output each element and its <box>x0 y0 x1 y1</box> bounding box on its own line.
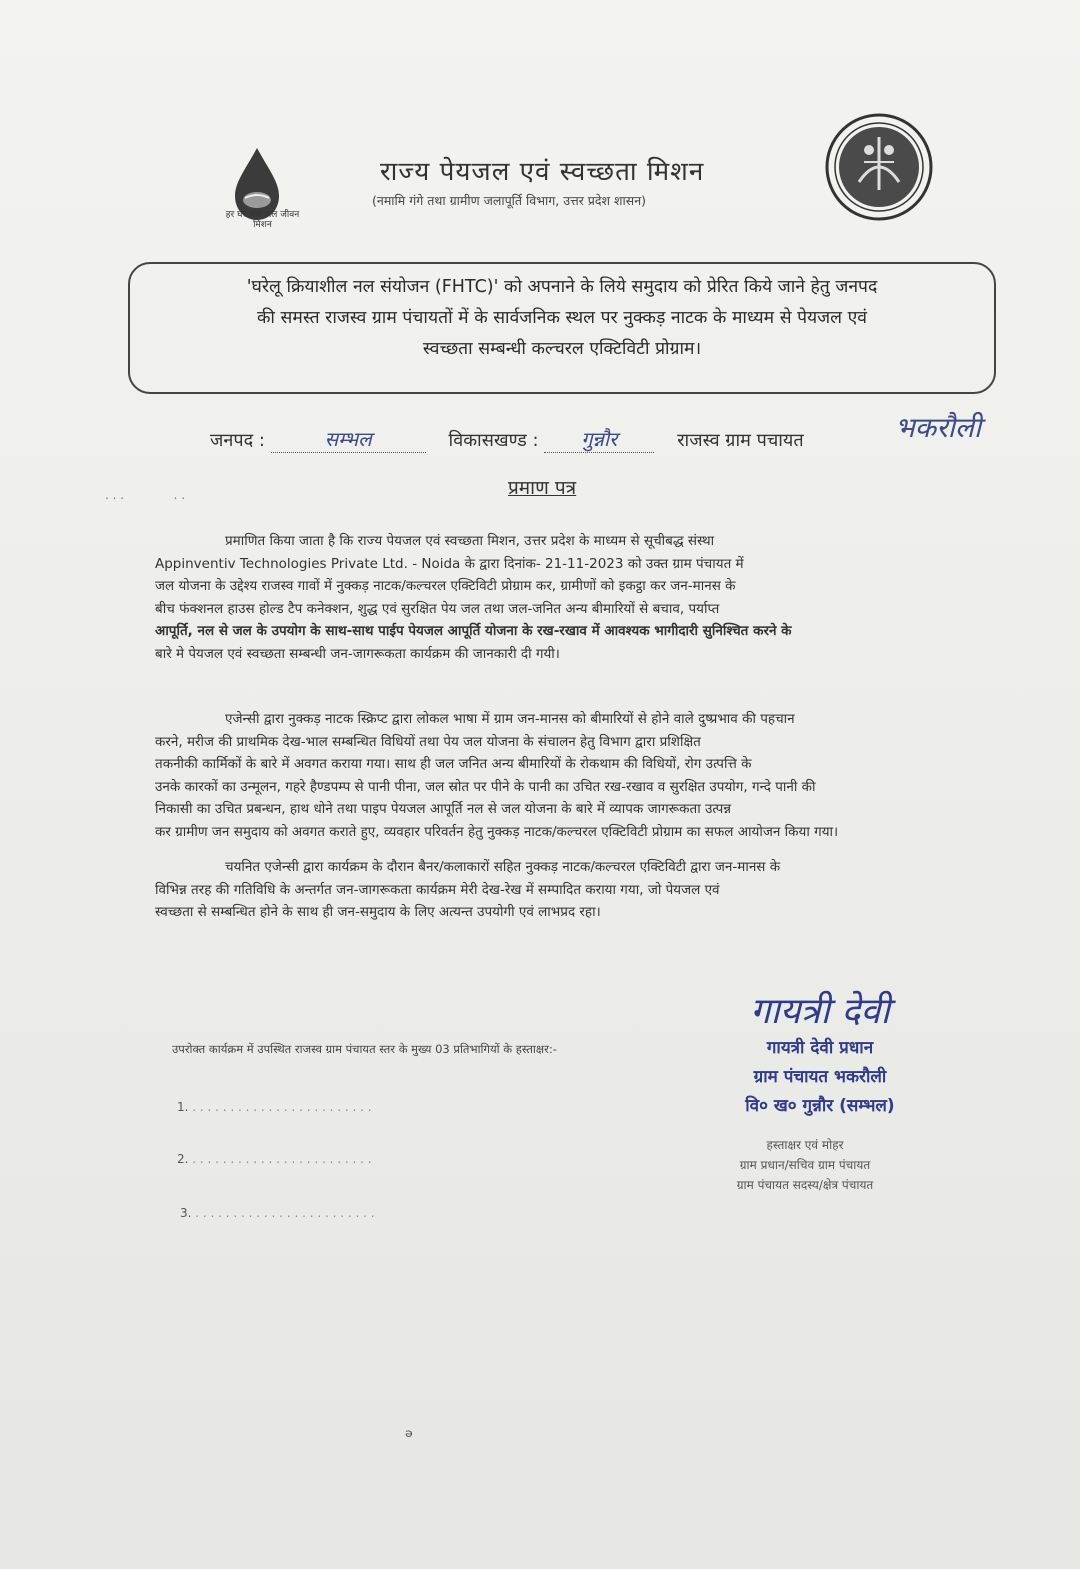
subject-box <box>128 262 996 394</box>
attendance-note: उपरोक्त कार्यक्रम में उपस्थित राजस्व ग्राम पंचायत स्तर के मुख्य 03 प्रतिभागियों के हस्ताक्षर:- <box>172 1042 557 1056</box>
caption-line-2: ग्राम प्रधान/सचिव ग्राम पंचायत <box>739 1158 871 1172</box>
caption-line-3: ग्राम पंचायत सदस्य/क्षेत्र पंचायत <box>736 1178 874 1192</box>
p1-line: प्रमाणित किया जाता है कि राज्य पेयजल एवं स्वच्छता मिशन, उत्तर प्रदेश के माध्यम से सूचीबद्ध संस्था <box>225 533 715 549</box>
p3-line: विभिन्न तरह की गतिविधि के अन्तर्गत जन-जागरूकता कार्यक्रम मेरी देख-रेख में सम्पादित कराया गया, जो पेयजल एवं <box>155 881 720 898</box>
district-label: जनपद : <box>210 430 265 451</box>
participant-signature-line-3: 3. . . . . . . . . . . . . . . . . . . . . . . . . <box>180 1206 375 1220</box>
certificate-paragraph-3 <box>155 856 1000 924</box>
certificate-paragraph-1 <box>155 530 1000 665</box>
p2-line: निकासी का उचित प्रबन्धन, हाथ धोने तथा पाइप पेयजल आपूर्ति नल से जल योजना के बारे में व्यापक जागरूकता उत्पन्न <box>155 801 732 817</box>
p1-line: Appinventiv Technologies Private Ltd. - Noida के द्वारा दिनांक- 21-11-2023 को उक्त ग्राम पंचायत में <box>155 555 744 572</box>
p2-line: तकनीकी कार्मिकों के बारे में अवगत कराया गया। साथ ही जल जनित अन्य बीमारियों के रोकथाम की विधियों, रोग उत्पत्ति के <box>155 756 752 772</box>
panchayat-value: भकरौली <box>895 411 982 444</box>
caption-line-1: हस्ताक्षर एवं मोहर <box>766 1138 844 1152</box>
participant-signature-line-1: 1. . . . . . . . . . . . . . . . . . . . . . . . . <box>177 1100 372 1114</box>
signature-caption <box>690 1135 920 1195</box>
p2-line: कर ग्रामीण जन समुदाय को अवगत कराते हुए, व्यवहार परिवर्तन हेतु नुक्कड़ नाटक/कल्चरल एक्टिविटी प्रोग्राम का सफल आयोजन किया गया। <box>155 823 839 840</box>
subject-line-1: 'घरेलू क्रियाशील नल संयोजन (FHTC)' को अपनाने के लिये समुदाय को प्रेरित किये जाने हेतु जनपद <box>246 277 878 297</box>
p2-line: उनके कारकों का उन्मूलन, गहरे हैण्डपम्प से पानी पीना, जल स्रोत पर पीने के पानी का उचित रख-रखाव व सुरक्षित उपयोग, गन्दे पानी की <box>155 778 816 795</box>
participant-signature-line-2: 2. . . . . . . . . . . . . . . . . . . . . . . . . <box>177 1152 372 1166</box>
location-row <box>210 425 804 453</box>
p2-line: एजेन्सी द्वारा नुक्कड़ नाटक स्क्रिप्ट द्वारा लोकल भाषा में ग्राम जन-मानस को बीमारियों से होने वाले दुष्प्रभाव की पहचान <box>225 711 795 727</box>
page-speck: ₔ <box>405 1418 414 1442</box>
p3-line: चयनित एजेन्सी द्वारा कार्यक्रम के दौरान बैनर/कलाकारों सहित नुक्कड़ नाटक/कल्चरल एक्टिविटी द्वारा जन-मानस के <box>225 859 781 875</box>
p2-line: करने, मरीज की प्राथमिक देख-भाल सम्बन्धित विधियों तथा पेय जल योजना के संचालन हेतु विभाग द्वारा प्रशिक्षित <box>155 733 701 750</box>
pradhan-signature-block <box>700 985 940 1121</box>
mission-title: राज्य पेयजल एवं स्वच्छता मिशन <box>380 157 705 187</box>
panchayat-label: राजस्व ग्राम पचायत <box>677 430 804 451</box>
p1-line: आपूर्ति, नल से जल के उपयोग के साथ-साथ पाईप पेयजल आपूर्ति योजना के रख-रखाव में आवश्यक भागीदारी सुनिश्चित करने के <box>155 623 792 639</box>
seal-emblem-icon <box>824 112 934 222</box>
stamp-line-2: ग्राम पंचायत भकरौली <box>753 1067 887 1087</box>
certificate-paragraph-2 <box>155 708 1000 843</box>
district-value: सम्भल <box>271 425 426 453</box>
block-value: गुन्नौर <box>544 425 654 453</box>
handwritten-signature: गायत्री देवी <box>750 991 890 1032</box>
logo-caption: हर घर जल जल जीवन मिशन <box>225 210 300 230</box>
p1-line: बीच फंक्शनल हाउस होल्ड टैप कनेक्शन, शुद्ध एवं सुरक्षित पेय जल तथा जल-जनित अन्य बीमारियों से बचाव, पर्याप्त <box>155 600 720 617</box>
mission-subtitle: (नमामि गंगे तथा ग्रामीण जलापूर्ति विभाग, उत्तर प्रदेश शासन) <box>372 193 647 208</box>
stamp-line-1: गायत्री देवी प्रधान <box>766 1038 874 1058</box>
certificate-heading: प्रमाण पत्र <box>508 477 577 499</box>
block-label: विकासखण्ड : <box>448 430 539 451</box>
har-ghar-jal-logo <box>215 140 310 240</box>
subject-line-3: स्वच्छता सम्बन्धी कल्चरल एक्टिविटी प्रोग्राम। <box>422 339 702 359</box>
stray-marks: . . . . . <box>105 488 186 502</box>
p1-line: बारे मे पेयजल एवं स्वच्छता सम्बन्धी जन-जागरूकता कार्यक्रम की जानकारी दी गयी। <box>155 645 560 662</box>
p1-line: जल योजना के उद्देश्य राजस्व गावों में नुक्कड़ नाटक/कल्चरल एक्टिविटी प्रोग्राम कर, ग्रामीणों को इकट्ठा कर जन-मानस के <box>155 578 736 594</box>
up-government-seal <box>824 112 934 222</box>
stamp-line-3: वि० ख० गुन्नौर (सम्भल) <box>745 1096 895 1116</box>
subject-line-2: की समस्त राजस्व ग्राम पंचायतों में के सार्वजनिक स्थल पर नुक्कड़ नाटक के माध्यम से पेयजल एवं <box>256 308 867 328</box>
p3-line: स्वच्छता से सम्बन्धित होने के साथ ही जन-समुदाय के लिए अत्यन्त उपयोगी एवं लाभप्रद रहा। <box>155 904 601 920</box>
